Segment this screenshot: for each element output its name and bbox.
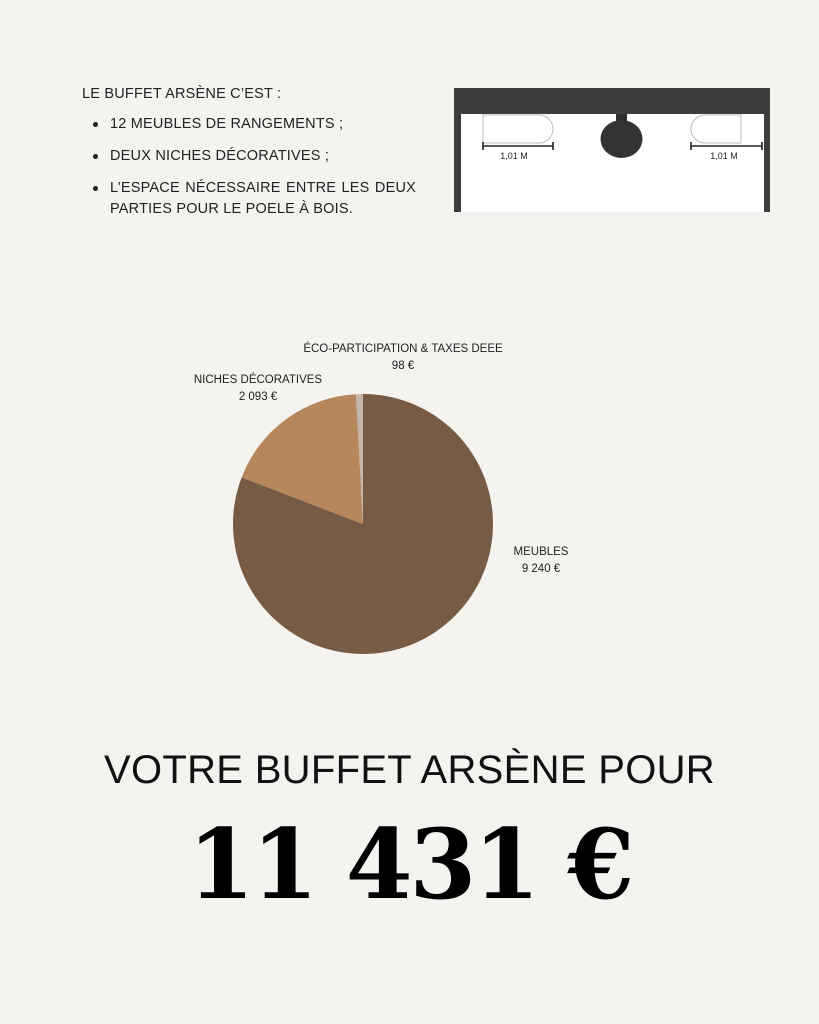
slice-label: ÉCO-PARTICIPATION & TAXES DEEE [303,343,503,355]
right-dimension-label: 1,01 M [710,151,738,161]
intro-title: LE BUFFET ARSÈNE C’EST : [82,86,282,102]
feature-item: 12 MEUBLES DE RANGEMENTS ; [82,114,416,135]
pie-label-niches [190,372,326,406]
headline: VOTRE BUFFET ARSÈNE POUR [103,748,715,792]
slice-label: NICHES DÉCORATIVES [193,374,323,386]
pie-label-meubles [506,544,576,578]
pie-label-eco-participation [300,341,506,375]
left-dimension-label: 1,01 M [500,151,528,161]
slice-label: MEUBLES [513,546,569,558]
slice-value: 98 € [391,360,415,372]
slice-value: 2 093 € [238,391,278,403]
total-price: 11 431 € [187,808,632,921]
slice-value: 9 240 € [521,563,561,575]
feature-item: DEUX NICHES DÉCORATIVES ; [82,146,416,167]
feature-item: L’ESPACE NÉCESSAIRE ENTRE LES DEUX PARTIES POUR LE POELE À BOIS. [82,178,416,220]
